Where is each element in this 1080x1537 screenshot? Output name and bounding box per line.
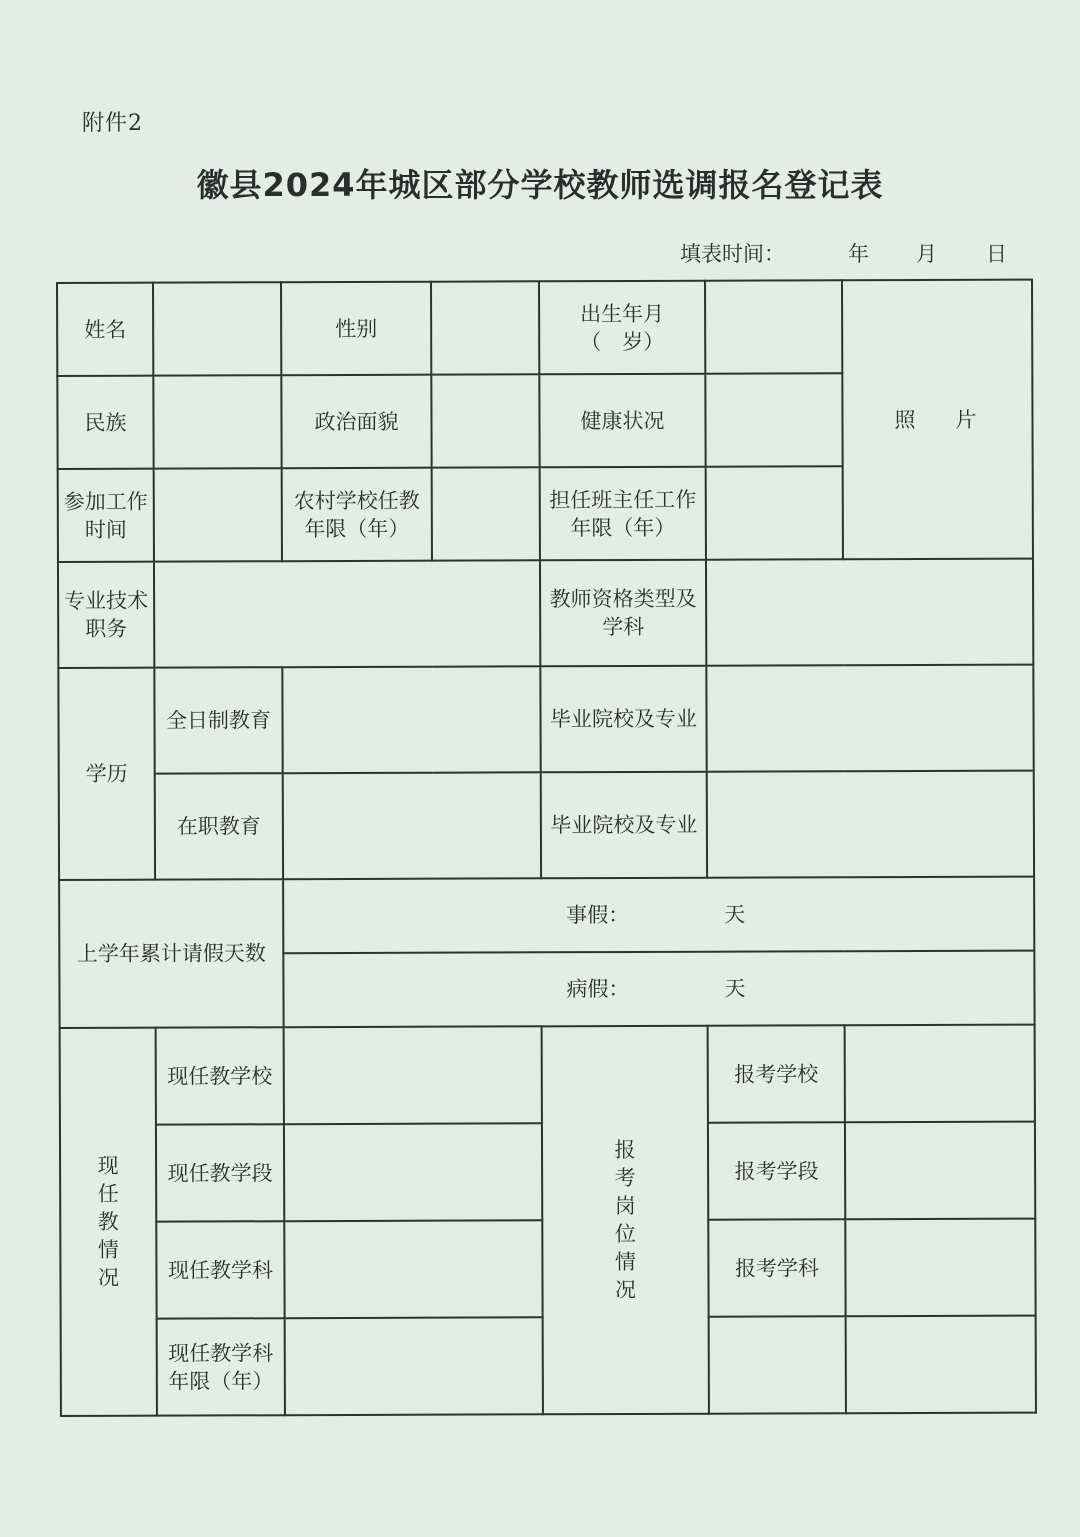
fulltime-label: 全日制教育 — [154, 667, 282, 773]
ethnicity-field[interactable] — [153, 375, 281, 468]
day-label: 日 — [986, 242, 1007, 266]
current-section-text: 现任教情况 — [97, 1153, 120, 1290]
health-field[interactable] — [705, 373, 842, 466]
year-label: 年 — [848, 242, 869, 266]
qualification-label: 教师资格类型及学科 — [540, 560, 706, 667]
apply-stage-label: 报考学段 — [708, 1122, 845, 1219]
personal-leave-unit: 天 — [724, 902, 746, 927]
health-label: 健康状况 — [539, 374, 705, 468]
form-title: 徽县2024年城区部分学校教师选调报名登记表 — [196, 166, 884, 204]
name-field[interactable] — [153, 282, 281, 375]
current-subject-label: 现任教学科 — [156, 1221, 284, 1318]
grad-school-label-2: 毕业院校及专业 — [541, 772, 707, 879]
inservice-field[interactable] — [283, 772, 541, 879]
gender-label: 性别 — [281, 282, 431, 376]
fulltime-field[interactable] — [282, 666, 540, 773]
month-label: 月 — [916, 242, 937, 266]
current-subject-field[interactable] — [284, 1220, 542, 1318]
grad-school-field-2[interactable] — [707, 771, 1034, 878]
current-subject-years-field[interactable] — [285, 1317, 543, 1415]
sick-leave-row[interactable] — [283, 951, 1034, 1028]
current-subject-years-label: 现任教学科年限（年） — [157, 1318, 285, 1415]
work-start-label: 参加工作时间 — [58, 469, 154, 562]
sick-leave-label: 病假： — [566, 977, 630, 1002]
grad-school-label: 毕业院校及专业 — [540, 666, 706, 773]
apply-section-label — [542, 1026, 709, 1415]
birth-label-line1: 出生年月 — [580, 301, 665, 326]
rural-years-field[interactable] — [432, 467, 540, 560]
qualification-field[interactable] — [706, 559, 1033, 666]
registration-form-table — [56, 279, 1037, 1417]
current-stage-field[interactable] — [284, 1123, 542, 1221]
leave-days-label: 上学年累计请假天数 — [59, 879, 284, 1028]
apply-stage-field[interactable] — [845, 1122, 1035, 1220]
fill-time-label: 填表时间： — [680, 242, 785, 266]
apply-extra-field[interactable] — [846, 1316, 1036, 1414]
tech-title-label: 专业技术职务 — [58, 562, 154, 668]
gender-field[interactable] — [431, 281, 539, 374]
political-label: 政治面貌 — [281, 375, 431, 469]
inservice-label: 在职教育 — [155, 773, 283, 879]
apply-extra-label — [709, 1316, 846, 1413]
apply-school-field[interactable] — [845, 1025, 1035, 1123]
current-school-field[interactable] — [284, 1026, 542, 1124]
rural-years-label: 农村学校任教年限（年） — [282, 468, 432, 562]
personal-leave-row[interactable] — [283, 877, 1034, 954]
apply-school-label: 报考学校 — [708, 1025, 845, 1122]
headteacher-years-label: 担任班主任工作年限（年） — [540, 467, 706, 561]
apply-subject-field[interactable] — [845, 1219, 1035, 1317]
name-label: 姓名 — [57, 283, 153, 376]
attachment-label: 附件2 — [82, 111, 143, 136]
personal-leave-label: 事假： — [566, 903, 630, 928]
work-start-field[interactable] — [154, 468, 282, 561]
political-field[interactable] — [431, 374, 539, 467]
sick-leave-unit: 天 — [724, 976, 746, 1001]
apply-section-text: 报考岗位情况 — [614, 1137, 637, 1303]
birth-label-line2: （ 岁） — [580, 329, 665, 354]
fill-date-line — [680, 238, 1020, 268]
grad-school-field[interactable] — [706, 665, 1033, 772]
photo-box[interactable]: 照片 — [842, 280, 1033, 560]
birth-label — [539, 281, 705, 375]
current-section-label — [60, 1028, 157, 1416]
current-school-label: 现任教学校 — [156, 1027, 284, 1124]
birth-field[interactable] — [705, 280, 842, 373]
headteacher-years-field[interactable] — [706, 466, 843, 559]
current-stage-label: 现任教学段 — [156, 1124, 284, 1221]
apply-subject-label: 报考学科 — [708, 1219, 845, 1316]
education-label: 学历 — [58, 668, 155, 880]
ethnicity-label: 民族 — [57, 376, 153, 469]
tech-title-field[interactable] — [154, 560, 540, 667]
